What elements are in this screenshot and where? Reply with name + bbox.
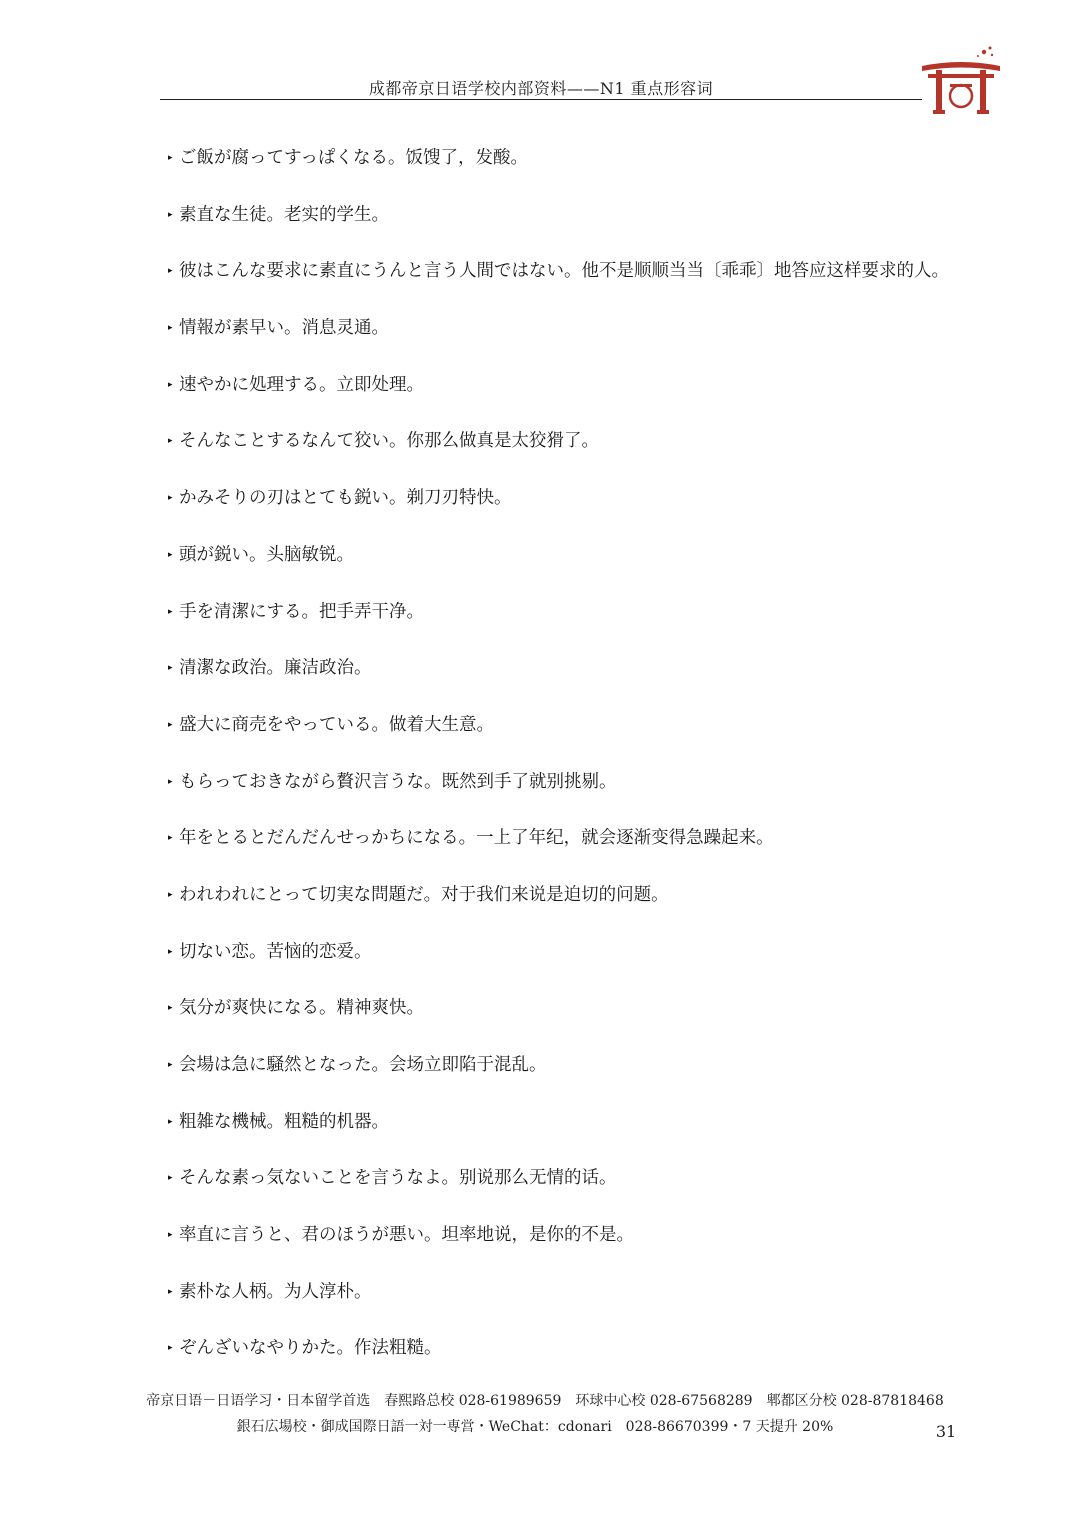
list-item bbox=[168, 988, 1048, 1045]
bullet-icon: ▸ bbox=[168, 889, 173, 900]
entry-text: われわれにとって切実な問題だ。对于我们来说是迫切的问题。 bbox=[179, 884, 669, 905]
list-item bbox=[168, 195, 1048, 252]
bullet-icon: ▸ bbox=[168, 153, 173, 163]
bullet-icon: ▸ bbox=[168, 606, 173, 617]
entry-text: 盛大に商売をやっている。做着大生意。 bbox=[179, 714, 494, 735]
bullet-icon: ▸ bbox=[168, 663, 173, 674]
entry-text: もらっておきながら贅沢言うな。既然到手了就别挑剔。 bbox=[179, 771, 617, 792]
list-item bbox=[168, 705, 1048, 762]
list-item bbox=[168, 875, 1048, 932]
entry-text: 清潔な政治。廉洁政治。 bbox=[179, 658, 372, 679]
bullet-icon: ▸ bbox=[168, 209, 173, 220]
footer-branch-line: 銀石広場校・御成国際日語一対一専営・WeChat：cdonari 028-86670399・7 天提升 20% bbox=[236, 1419, 834, 1435]
entry-text: 素朴な人柄。为人淳朴。 bbox=[179, 1281, 372, 1302]
list-item bbox=[168, 1272, 1048, 1329]
entry-text: そんなことするなんて狡い。你那么做真是太狡猾了。 bbox=[179, 431, 599, 452]
entry-text: 速やかに処理する。立即处理。 bbox=[179, 374, 424, 395]
bullet-icon: ▸ bbox=[168, 436, 173, 447]
bullet-icon: ▸ bbox=[168, 493, 173, 504]
list-item bbox=[168, 1045, 1048, 1102]
bullet-icon: ▸ bbox=[168, 323, 173, 334]
entry-text: ぞんざいなやりかた。作法粗糙。 bbox=[179, 1338, 442, 1359]
bullet-icon: ▸ bbox=[168, 776, 173, 787]
header-divider bbox=[160, 99, 922, 100]
list-item bbox=[168, 421, 1048, 478]
list-item bbox=[168, 1158, 1048, 1215]
bullet-icon: ▸ bbox=[168, 833, 173, 844]
entry-text: 情報が素早い。消息灵通。 bbox=[179, 318, 389, 339]
list-item bbox=[168, 1102, 1048, 1159]
entry-text: 会場は急に騒然となった。会场立即陷于混乱。 bbox=[179, 1055, 547, 1075]
entry-text: 素直な生徒。老实的学生。 bbox=[179, 204, 389, 225]
torii-gate-logo bbox=[920, 44, 1002, 116]
bullet-icon: ▸ bbox=[168, 549, 173, 560]
entry-text: 彼はこんな要求に素直にうんと言う人間ではない。他不是顺顺当当〔乖乖〕地答应这样要求的人。 bbox=[179, 261, 949, 282]
page-title: 成都帝京日语学校内部资料——N1 重点形容词 bbox=[368, 79, 714, 98]
entry-text: そんな素っ気ないことを言うなよ。别说那么无情的话。 bbox=[179, 1168, 617, 1189]
bullet-icon: ▸ bbox=[168, 266, 173, 277]
entry-text: かみそりの刃はとても鋭い。剃刀刃特快。 bbox=[179, 488, 512, 509]
list-item bbox=[168, 818, 1048, 875]
entry-text: 頭が鋭い。头脑敏锐。 bbox=[179, 544, 354, 565]
bullet-icon: ▸ bbox=[168, 1116, 173, 1127]
bullet-icon: ▸ bbox=[168, 1173, 173, 1184]
entry-text: ご飯が腐ってすっぱくなる。饭馊了，发酸。 bbox=[179, 148, 528, 168]
list-item bbox=[168, 648, 1048, 705]
page-number: 31 bbox=[935, 1422, 957, 1441]
bullet-icon: ▸ bbox=[168, 719, 173, 730]
bullet-icon: ▸ bbox=[168, 1230, 173, 1241]
list-item bbox=[168, 1328, 1048, 1385]
list-item bbox=[168, 138, 1048, 195]
entry-text: 気分が爽快になる。精神爽快。 bbox=[179, 998, 424, 1019]
list-item bbox=[168, 251, 1048, 308]
bullet-icon: ▸ bbox=[168, 379, 173, 390]
bullet-icon: ▸ bbox=[168, 1343, 173, 1354]
bullet-icon: ▸ bbox=[168, 1286, 173, 1297]
bullet-icon: ▸ bbox=[168, 1060, 173, 1070]
entry-text: 切ない恋。苦恼的恋爱。 bbox=[179, 941, 372, 962]
list-item bbox=[168, 762, 1048, 819]
list-item bbox=[168, 535, 1048, 592]
phrase-list bbox=[168, 138, 1048, 1385]
bullet-icon: ▸ bbox=[168, 946, 173, 957]
list-item bbox=[168, 478, 1048, 535]
list-item bbox=[168, 308, 1048, 365]
entry-text: 手を清潔にする。把手弄干净。 bbox=[179, 601, 424, 622]
footer-contact-line: 帝京日语－日语学习・日本留学首选 春熙路总校 028-61989659 环球中心校 028-67568289 郫都区分校 028-87818468 bbox=[146, 1393, 944, 1409]
entry-text: 率直に言うと、君のほうが悪い。坦率地说，是你的不是。 bbox=[179, 1225, 634, 1246]
bullet-icon: ▸ bbox=[168, 1003, 173, 1014]
list-item bbox=[168, 1215, 1048, 1272]
list-item bbox=[168, 592, 1048, 649]
list-item bbox=[168, 365, 1048, 422]
entry-text: 粗雑な機械。粗糙的机器。 bbox=[179, 1111, 389, 1132]
entry-text: 年をとるとだんだんせっかちになる。一上了年纪，就会逐渐变得急躁起来。 bbox=[179, 828, 774, 849]
list-item bbox=[168, 932, 1048, 989]
